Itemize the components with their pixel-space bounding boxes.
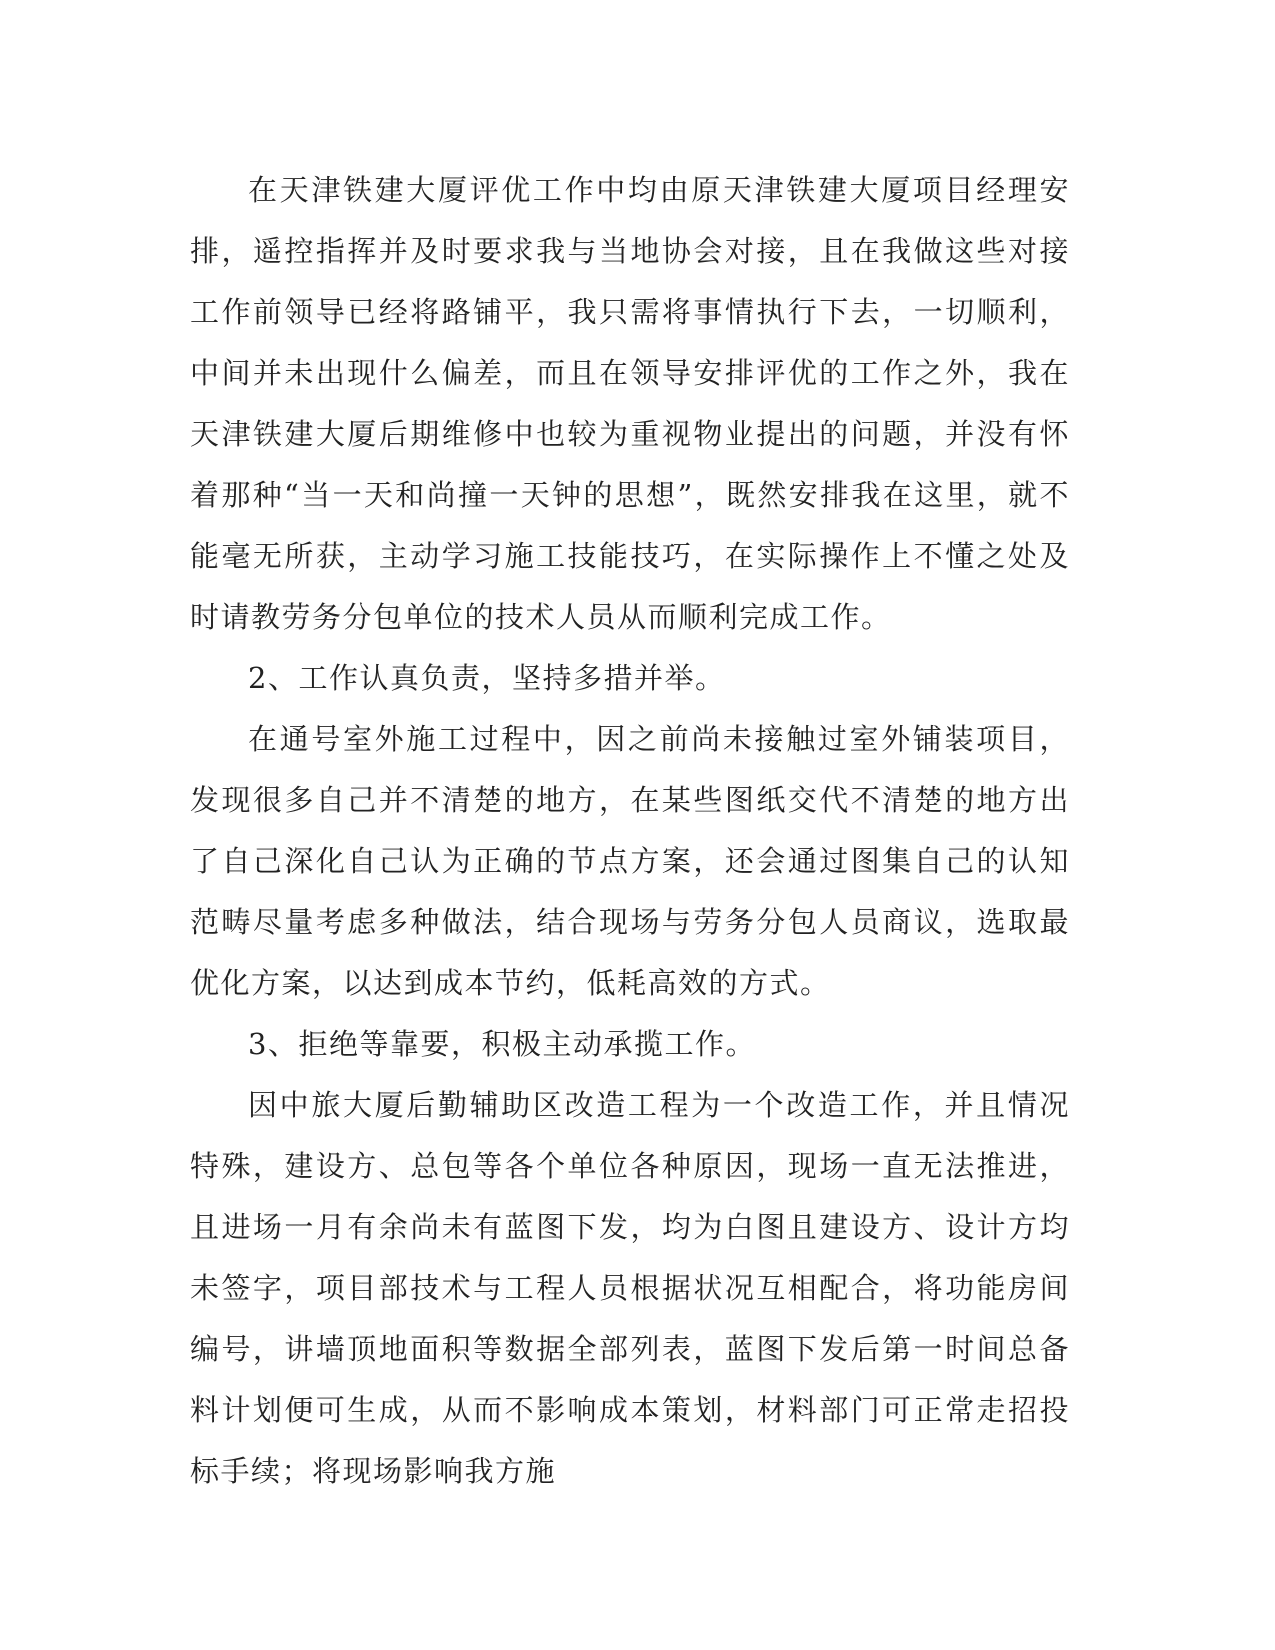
paragraph-renovation-project: 因中旅大厦后勤辅助区改造工程为一个改造工作，并且情况特殊，建设方、总包等各个单位各种原因，现场一直无法推进，且进场一月有余尚未有蓝图下发，均为白图且建设方、设计方均未签字，项目部技术与工程人员根据状况互相配合，将功能房间编号，讲墙顶地面积等数据全部列表，蓝图下发后第一时间总备料计划便可生成，从而不影响成本策划，材料部门可正常走招投标手续；将现场影响我方施 [190, 1088, 1070, 1488]
heading-item-2: 2、工作认真负责，坚持多措并举。 [248, 661, 726, 695]
document-body [190, 160, 1070, 1502]
paragraph-tianjin-project: 在天津铁建大厦评优工作中均由原天津铁建大厦项目经理安排，遥控指挥并及时要求我与当地协会对接，且在我做这些对接工作前领导已经将路铺平，我只需将事情执行下去，一切顺利，中间并未出现什么偏差，而且在领导安排评优的工作之外，我在天津铁建大厦后期维修中也较为重视物业提出的问题，并没有怀着那种“当一天和尚撞一天钟的思想”，既然安排我在这里，就不能毫无所获，主动学习施工技能技巧，在实际操作上不懂之处及时请教劳务分包单位的技术人员从而顺利完成工作。 [190, 173, 1070, 634]
heading-item-3: 3、拒绝等靠要，积极主动承揽工作。 [248, 1027, 756, 1061]
paragraph-outdoor-construction: 在通号室外施工过程中，因之前尚未接触过室外铺装项目，发现很多自己并不清楚的地方，在某些图纸交代不清楚的地方出了自己深化自己认为正确的节点方案，还会通过图集自己的认知范畴尽量考虑多种做法，结合现场与劳务分包人员商议，选取最优化方案，以达到成本节约，低耗高效的方式。 [190, 722, 1070, 1000]
